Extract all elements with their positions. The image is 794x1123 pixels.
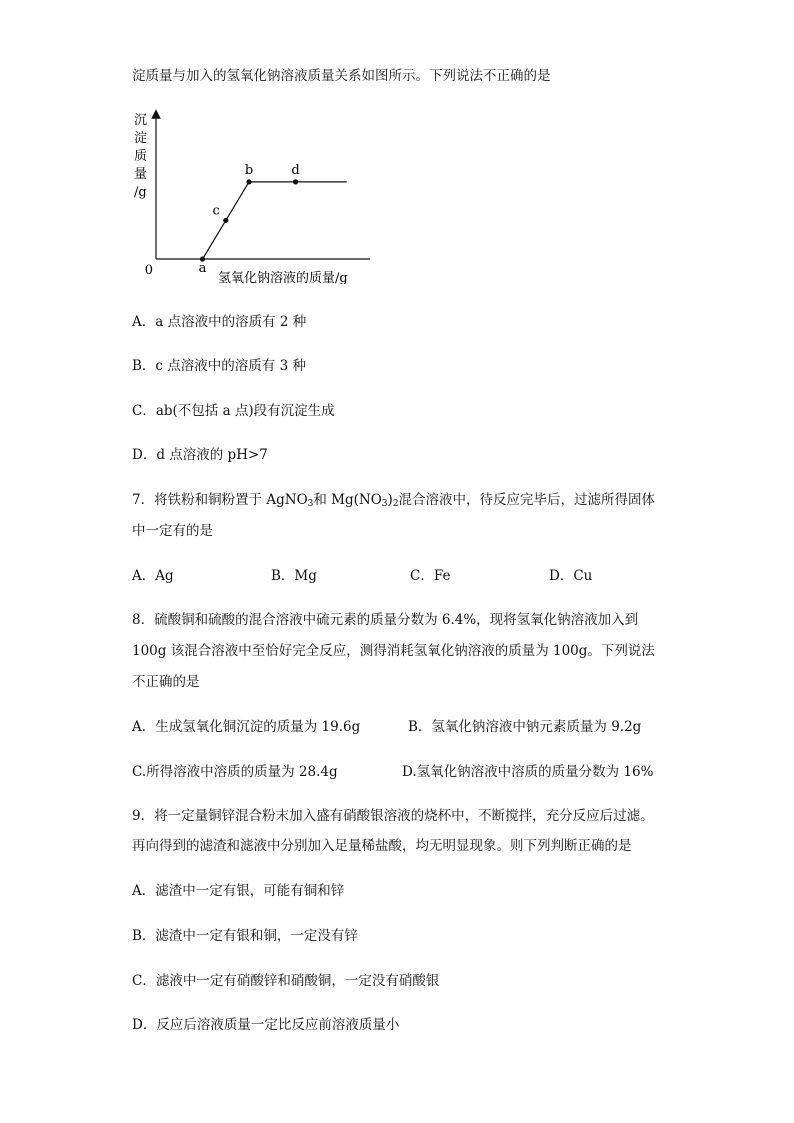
q6-option-b[interactable]: B．c 点溶液中的溶质有 3 种 — [132, 358, 306, 374]
q7-subscript: 3 — [381, 499, 388, 509]
y-axis-label — [134, 113, 147, 200]
q8-option-d[interactable]: D.氢氧化钠溶液中溶质的质量分数为 16% — [402, 764, 654, 780]
data-point-d — [293, 179, 298, 184]
data-point-label-b: b — [244, 162, 254, 178]
data-point-label-d: d — [291, 162, 300, 178]
q8-stem-line3: 不正确的是 — [132, 674, 200, 690]
y-axis-label-char: /g — [134, 185, 147, 200]
q9-stem-line1: 9．将一定量铜锌混合粉末加入盛有硝酸银溶液的烧杯中，不断搅拌，充分反应后过滤。 — [132, 808, 654, 824]
data-point-label-a: a — [198, 261, 207, 276]
q7-stem-line1 — [132, 491, 655, 513]
data-point-label-c: c — [212, 203, 220, 219]
q8-stem-line2: 100g 该混合溶液中至恰好完全反应，测得消耗氢氧化钠溶液的质量为 100g。下列说法 — [132, 643, 655, 659]
q7-option-a[interactable]: A．Ag — [132, 568, 174, 584]
y-axis-label-char: 淀 — [134, 131, 148, 146]
precipitate-mass-chart — [120, 104, 380, 284]
y-axis-label-char: 量 — [134, 167, 148, 182]
q7-stem-line2: 中一定有的是 — [132, 523, 213, 539]
q7-option-c[interactable]: C．Fe — [410, 568, 451, 584]
q7-option-b[interactable]: B．Mg — [271, 568, 317, 584]
y-axis-label-char: 质 — [134, 149, 148, 164]
q7-stem-part: 和 Mg(NO — [313, 492, 382, 508]
q6-option-c[interactable]: C．ab(不包括 a 点)段有沉淀生成 — [132, 403, 335, 419]
q9-stem-line2: 再向得到的滤渣和滤液中分别加入足量稀盐酸，均无明显现象。则下列判断正确的是 — [132, 838, 632, 854]
q9-option-b[interactable]: B．滤渣中一定有银和铜，一定没有锌 — [132, 928, 358, 944]
q7-stem-part: 混合溶液中，待反应完毕后，过滤所得固体 — [398, 492, 656, 508]
q7-subscript: 3 — [307, 499, 314, 509]
q7-stem-part: 7．将铁粉和铜粉置于 AgNO — [132, 492, 308, 508]
x-axis-label: 氢氧化钠溶液的质量/g — [218, 271, 348, 284]
y-axis-label-char: 沉 — [134, 113, 148, 128]
q7-subscript: 2 — [392, 499, 399, 509]
q8-stem-line1: 8．硫酸铜和硫酸的混合溶液中硫元素的质量分数为 6.4%，现将氢氧化钠溶液加入到 — [132, 612, 639, 628]
q6-option-d[interactable]: D．d 点溶液的 pH>7 — [132, 447, 268, 463]
q7-stem-part: ) — [387, 492, 393, 508]
q8-option-a[interactable]: A．生成氢氧化铜沉淀的质量为 19.6g — [132, 719, 361, 735]
q9-option-c[interactable]: C．滤液中一定有硝酸锌和硝酸铜，一定没有硝酸银 — [132, 973, 440, 989]
q8-option-b[interactable]: B．氢氧化钠溶液中钠元素质量为 9.2g — [408, 719, 642, 735]
data-point-c — [223, 218, 228, 223]
question-6-stem-tail: 淀质量与加入的氢氧化钠溶液质量关系如图所示。下列说法不正确的是 — [132, 68, 551, 84]
origin-label: 0 — [144, 263, 153, 278]
q6-option-a[interactable]: A．a 点溶液中的溶质有 2 种 — [132, 314, 307, 330]
data-point-b — [246, 179, 251, 184]
q8-option-c[interactable]: C.所得溶液中溶质的质量为 28.4g — [132, 764, 338, 780]
q7-options — [132, 567, 592, 585]
q9-option-d[interactable]: D．反应后溶液质量一定比反应前溶液质量小 — [132, 1017, 400, 1033]
q8-options-row2 — [132, 763, 653, 781]
q8-options-row1 — [132, 718, 641, 736]
q9-option-a[interactable]: A．滤渣中一定有银，可能有铜和锌 — [132, 883, 345, 899]
q7-option-d[interactable]: D．Cu — [549, 568, 593, 584]
